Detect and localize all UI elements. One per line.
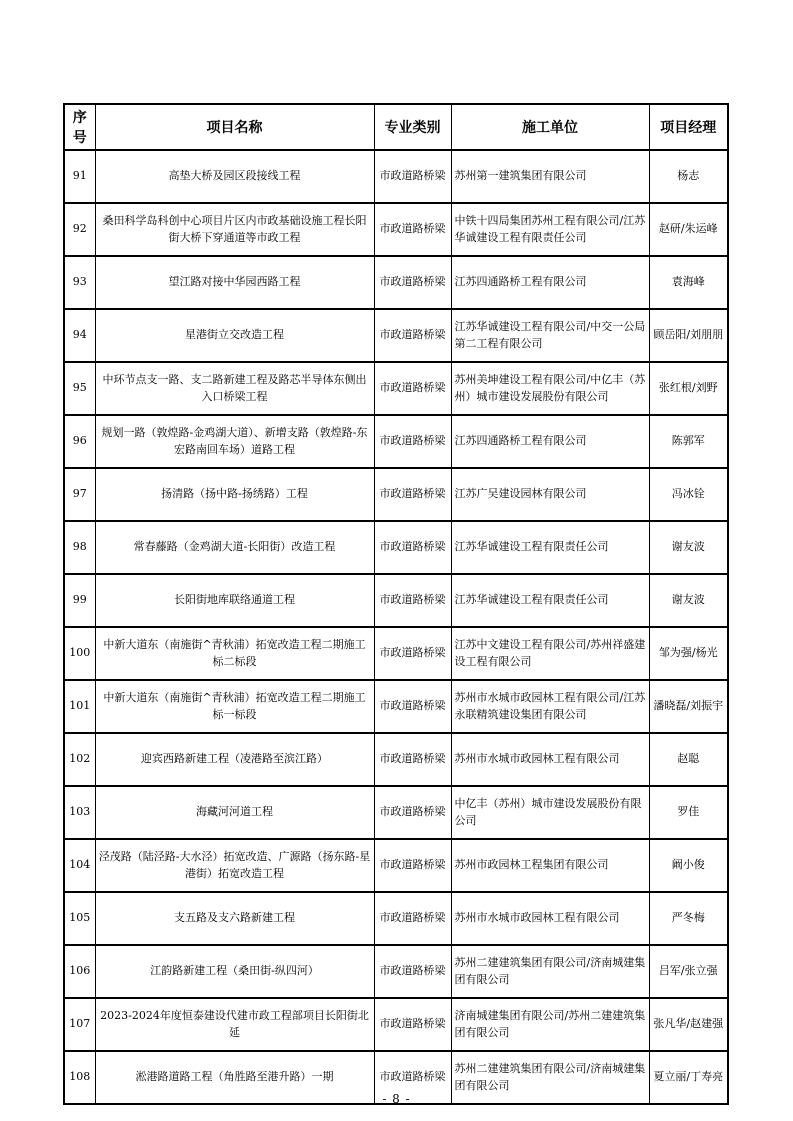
table-row [64,203,728,256]
table-body [64,150,728,1104]
construction-unit-cell: 中铁十四局集团苏州工程有限公司/江苏华诚建设工程有限责任公司 [451,203,649,256]
header-cell: 项目经理 [649,104,728,150]
table-header-row [64,104,728,150]
construction-unit-cell: 苏州市水城市政园林工程有限公司 [451,733,649,786]
row-number-cell: 105 [64,892,95,945]
header-cell: 施工单位 [451,104,649,150]
project-manager-cell: 袁海峰 [649,256,728,309]
table-row [64,680,728,733]
row-number-cell: 100 [64,627,95,680]
row-number-cell: 92 [64,203,95,256]
construction-unit-cell: 苏州二建建筑集团有限公司/济南城建集团有限公司 [451,1051,649,1104]
project-manager-cell: 顾岳阳/刘朋朋 [649,309,728,362]
specialty-category-cell: 市政道路桥梁 [374,733,451,786]
table-row [64,362,728,415]
row-number-cell: 96 [64,415,95,468]
project-name-cell: 星港街立交改造工程 [95,309,374,362]
construction-unit-cell: 江苏中文建设工程有限公司/苏州祥盛建设工程有限公司 [451,627,649,680]
project-name-cell: 中新大道东（南施街^青秋浦）拓宽改造工程二期施工标二标段 [95,627,374,680]
construction-unit-cell: 苏州市政园林工程集团有限公司 [451,839,649,892]
project-name-cell: 中新大道东（南施街^青秋浦）拓宽改造工程二期施工标一标段 [95,680,374,733]
page-number: - 8 - [382,1092,411,1106]
project-manager-cell: 夏立丽/丁寿亮 [649,1051,728,1104]
specialty-category-cell: 市政道路桥梁 [374,362,451,415]
construction-unit-cell: 苏州市水城市政园林工程有限公司/江苏永联精筑建设集团有限公司 [451,680,649,733]
project-manager-cell: 严冬梅 [649,892,728,945]
project-manager-cell: 陈郭军 [649,415,728,468]
project-manager-cell: 杨志 [649,150,728,203]
row-number-cell: 99 [64,574,95,627]
specialty-category-cell: 市政道路桥梁 [374,945,451,998]
specialty-category-cell: 市政道路桥梁 [374,415,451,468]
specialty-category-cell: 市政道路桥梁 [374,309,451,362]
table-row [64,574,728,627]
construction-unit-cell: 江苏四通路桥工程有限公司 [451,415,649,468]
specialty-category-cell: 市政道路桥梁 [374,627,451,680]
table-row [64,521,728,574]
construction-unit-cell: 中亿丰（苏州）城市建设发展股份有限公司 [451,786,649,839]
specialty-category-cell: 市政道路桥梁 [374,892,451,945]
row-number-cell: 94 [64,309,95,362]
construction-unit-cell: 苏州第一建筑集团有限公司 [451,150,649,203]
specialty-category-cell: 市政道路桥梁 [374,256,451,309]
header-cell: 专业类别 [374,104,451,150]
table-row [64,468,728,521]
row-number-cell: 104 [64,839,95,892]
project-name-cell: 江韵路新建工程（桑田街-纵四河） [95,945,374,998]
row-number-cell: 108 [64,1051,95,1104]
project-manager-cell: 吕军/张立强 [649,945,728,998]
table-row [64,945,728,998]
row-number-cell: 106 [64,945,95,998]
project-name-cell: 2023-2024年度恒泰建设代建市政工程部项目长阳街北延 [95,998,374,1051]
project-name-cell: 淞港路道路工程（角胜路至港升路）一期 [95,1051,374,1104]
row-number-cell: 102 [64,733,95,786]
project-name-cell: 泾茂路（陆泾路-大水泾）拓宽改造、广源路（扬东路-星港街）拓宽改造工程 [95,839,374,892]
specialty-category-cell: 市政道路桥梁 [374,574,451,627]
project-name-cell: 常春藤路（金鸡湖大道-长阳街）改造工程 [95,521,374,574]
project-name-cell: 中环节点支一路、支二路新建工程及路芯半导体东侧出入口桥梁工程 [95,362,374,415]
project-manager-cell: 谢友波 [649,521,728,574]
project-name-cell: 迎宾西路新建工程（凌港路至滨江路） [95,733,374,786]
project-name-cell: 支五路及支六路新建工程 [95,892,374,945]
project-manager-cell: 邹为强/杨光 [649,627,728,680]
row-number-cell: 97 [64,468,95,521]
specialty-category-cell: 市政道路桥梁 [374,839,451,892]
project-manager-cell: 赵研/朱运峰 [649,203,728,256]
construction-unit-cell: 江苏广吴建设园林有限公司 [451,468,649,521]
project-name-cell: 海藏河河道工程 [95,786,374,839]
project-manager-cell: 冯冰铨 [649,468,728,521]
project-name-cell: 望江路对接中华园西路工程 [95,256,374,309]
table-row [64,998,728,1051]
construction-unit-cell: 江苏四通路桥工程有限公司 [451,256,649,309]
table-row [64,256,728,309]
table-row [64,627,728,680]
project-manager-cell: 阚小俊 [649,839,728,892]
row-number-cell: 95 [64,362,95,415]
table-row [64,309,728,362]
row-number-cell: 107 [64,998,95,1051]
project-name-cell: 桑田科学岛科创中心项目片区内市政基础设施工程长阳街大桥下穿通道等市政工程 [95,203,374,256]
construction-unit-cell: 江苏华诚建设工程有限责任公司 [451,521,649,574]
project-manager-cell: 张红根/刘野 [649,362,728,415]
project-name-cell: 高垫大桥及园区段接线工程 [95,150,374,203]
specialty-category-cell: 市政道路桥梁 [374,521,451,574]
project-name-cell: 扬清路（扬中路-扬绣路）工程 [95,468,374,521]
construction-unit-cell: 苏州美坤建设工程有限公司/中亿丰（苏州）城市建设发展股份有限公司 [451,362,649,415]
specialty-category-cell: 市政道路桥梁 [374,998,451,1051]
specialty-category-cell: 市政道路桥梁 [374,203,451,256]
row-number-cell: 101 [64,680,95,733]
construction-unit-cell: 苏州二建建筑集团有限公司/济南城建集团有限公司 [451,945,649,998]
table-row [64,150,728,203]
table-row [64,786,728,839]
specialty-category-cell: 市政道路桥梁 [374,680,451,733]
row-number-cell: 98 [64,521,95,574]
row-number-cell: 103 [64,786,95,839]
row-number-cell: 93 [64,256,95,309]
construction-unit-cell: 济南城建集团有限公司/苏州二建建筑集团有限公司 [451,998,649,1051]
project-manager-cell: 张凡华/赵建强 [649,998,728,1051]
table-row [64,892,728,945]
table-row [64,733,728,786]
specialty-category-cell: 市政道路桥梁 [374,150,451,203]
project-manager-cell: 潘晓磊/刘振宇 [649,680,728,733]
specialty-category-cell: 市政道路桥梁 [374,786,451,839]
project-name-cell: 长阳街地库联络通道工程 [95,574,374,627]
project-manager-cell: 罗佳 [649,786,728,839]
header-cell: 项目名称 [95,104,374,150]
specialty-category-cell: 市政道路桥梁 [374,1051,451,1104]
construction-unit-cell: 江苏华诚建设工程有限公司/中交一公局第二工程有限公司 [451,309,649,362]
table-row [64,839,728,892]
row-number-cell: 91 [64,150,95,203]
header-cell: 序号 [64,104,95,150]
project-manager-cell: 谢友波 [649,574,728,627]
table-row [64,415,728,468]
project-manager-cell: 赵聪 [649,733,728,786]
construction-unit-cell: 苏州市水城市政园林工程有限公司 [451,892,649,945]
construction-unit-cell: 江苏华诚建设工程有限责任公司 [451,574,649,627]
project-name-cell: 规划一路（敦煌路-金鸡湖大道）、新增支路（敦煌路-东宏路南回车场）道路工程 [95,415,374,468]
project-table [63,103,729,1105]
specialty-category-cell: 市政道路桥梁 [374,468,451,521]
